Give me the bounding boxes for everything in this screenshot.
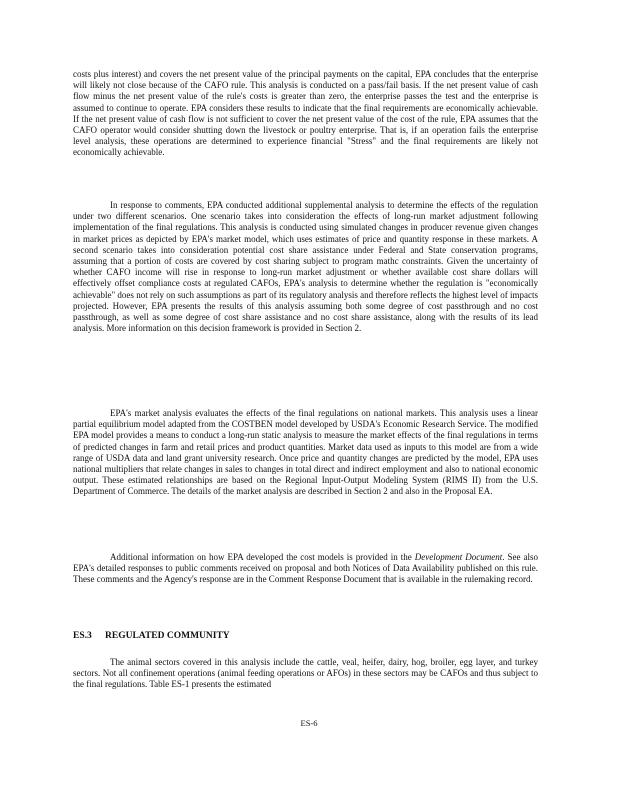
paragraph-text-start: Additional information on how EPA developed the cost models is provided in the [110, 552, 415, 562]
paragraph-additional-information [73, 552, 538, 586]
paragraph-market-analysis: EPA's market analysis evaluates the effects of the final regulations on national markets. This analysis uses a linear partial equilibrium model adapted from the COSTBEN model developed by USDA's Economic Research Service. The modified EPA model provides a means to conduct a long-run static analysis to measure the market effects of the final regulations in terms of predicted changes in farm and retail prices and product quantities. Market data used as inputs to this model are from a wide range of USDA data and land grant university research. Once price and quantity changes are predicted by the model, EPA uses national multipliers that relate changes in sales to changes in total direct and indirect employment and also to national economic output. These estimated relationships are based on the Regional Input-Output Modeling System (RIMS II) from the U.S. Department of Commerce. The details of the market analysis are described in Section 2 and also in the Proposal EA. [73, 408, 538, 497]
section-heading [73, 631, 230, 641]
paragraph-enterprise-analysis: costs plus interest) and covers the net present value of the principal payments on the capital, EPA concludes that the enterprise will likely not close because of the CAFO rule. This analysis is conducted on a pass/fail basis. If the net present value of cash flow minus the net present value of the rule's costs is greater than zero, the enterprise passes the test and the enterprise is assumed to continue to operate. EPA considers these results to indicate that the final requirements are economically achievable. If the net present value of cash flow is not sufficient to cover the net present value of the cost of the rule, EPA assumes that the CAFO operator would consider shutting down the livestock or poultry enterprise. That is, if an operation fails the enterprise level analysis, these operations are determined to experience financial "Stress" and the final requirements are likely not economically achievable. [73, 69, 538, 158]
section-number: ES.3 [73, 631, 92, 641]
paragraph-supplemental-analysis: In response to comments, EPA conducted additional supplemental analysis to determine the effects of the regulation under two different scenarios. One scenario takes into consideration the effects of long-run market adjustment following implementation of the final regulations. This analysis is conducted using simulated changes in producer revenue given changes in market prices as depicted by EPA's market model, which uses estimates of price and quantity response in these markets. A second scenario takes into consideration potential cost share assistance under Federal and State conservation programs, assuming that a portion of costs are covered by cost sharing subject to program mathc constraints. Given the uncertainty of whether CAFO income will rise in response to long-run market adjustment or whether available cost share dollars will effectively offset compliance costs at regulated CAFOs, EPA's analysis to determine whether the regulation is "economically achievable" does not rely on such assumptions as part of its regulatory analysis and therefore reflects the highest level of impacts projected. However, EPA presents the results of this analysis assuming both some degree of cost passthrough and no cost passthrough, as well as some degree of cost share assistance and no cost share assistance, along with the results of its lead analysis. More information on this decision framework is provided in Section 2. [73, 200, 538, 334]
section-title: REGULATED COMMUNITY [105, 631, 230, 641]
paragraph-text-end: . See also EPA's detailed responses to public comments received on proposal and both Notices of Data Availability published on this rule. These comments and the Agency's response are in the Comment Response Document that is available in the rulemaking record. [73, 552, 538, 585]
page-number: ES-6 [300, 718, 318, 728]
document-title-reference: Development Document [414, 552, 503, 562]
paragraph-regulated-community: The animal sectors covered in this analysis include the cattle, veal, heifer, dairy, hog, broiler, egg layer, and turkey sectors. Not all confinement operations (animal feeding operations or AFOs) in these sectors may be CAFOs and thus subject to the final regulations. Table ES-1 presents the estimated [73, 657, 538, 690]
